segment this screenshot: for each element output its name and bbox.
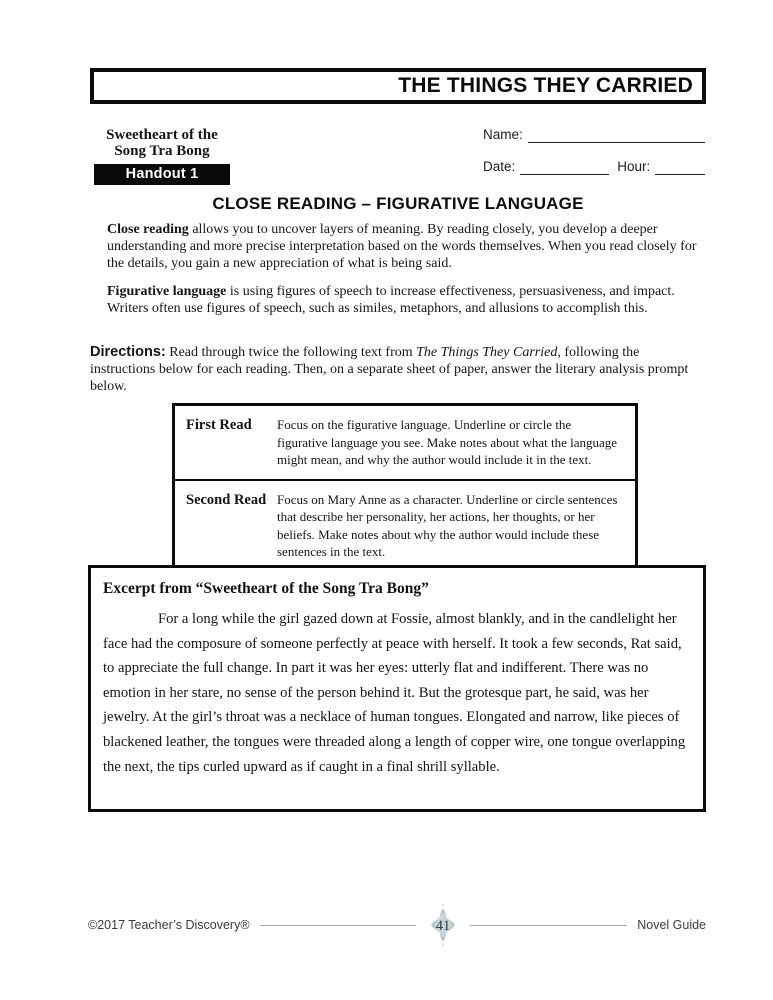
footer-divider-left — [260, 925, 417, 926]
unit-title-line2: Song Tra Bong — [114, 143, 210, 159]
directions-text-1: Read through twice the following text from — [165, 345, 417, 360]
page-number: 41 — [436, 918, 451, 934]
figurative-language-lead: Figurative language — [107, 284, 227, 299]
hour-label: Hour: — [617, 159, 651, 174]
first-read-label: First Read — [186, 417, 252, 433]
copyright-text: ©2017 Teacher’s Discovery® — [88, 918, 250, 932]
second-read-text: Focus on Mary Anne as a character. Underline or circle sentences that describe her personality, her actions, her thoughts, or her beliefs. Make notes about why the author would include these sentences in the text. — [277, 491, 618, 559]
page-number-ornament — [426, 902, 460, 948]
book-title: THE THINGS THEY CARRIED — [398, 74, 693, 97]
intro-section — [107, 221, 703, 317]
figurative-language-paragraph — [107, 283, 703, 317]
reading-instructions-table — [172, 403, 638, 574]
figurative-language-text: is using figures of speech to increase effectiveness, persuasiveness, and impact. Writers often use figures of speech, such as similes, metaphors, and allusions to accomplish this. — [107, 284, 675, 316]
unit-title-line1: Sweetheart of the — [106, 127, 218, 143]
second-read-label: Second Read — [186, 491, 267, 508]
excerpt-heading: Excerpt from “Sweetheart of the Song Tra Bong” — [103, 580, 429, 597]
handout-block — [88, 127, 236, 185]
directions-paragraph — [90, 344, 704, 395]
student-fields — [483, 127, 705, 175]
name-blank-line — [528, 128, 705, 143]
close-reading-lead: Close reading — [107, 222, 189, 237]
directions-book-title: The Things They Carried — [416, 345, 558, 360]
table-row — [175, 406, 635, 479]
date-label: Date: — [483, 159, 516, 174]
date-blank-line — [520, 160, 609, 175]
close-reading-paragraph — [107, 221, 703, 272]
directions-text-2: , following the instructions below for each reading. Then, on a separate sheet of paper, answer the literary analysis prompt below. — [90, 345, 689, 394]
excerpt-box — [88, 565, 706, 812]
date-hour-field-row — [483, 159, 705, 175]
footer-divider-right — [470, 925, 627, 926]
page-title: CLOSE READING – FIGURATIVE LANGUAGE — [212, 194, 584, 213]
close-reading-text: allows you to uncover layers of meaning. By reading closely, you develop a deeper understanding and more precise interpretation based on the words themselves. When you read closely for the details, you gain a new appreciation of what is being said. — [107, 222, 697, 271]
book-title-banner — [90, 68, 706, 104]
page-footer — [88, 901, 706, 949]
excerpt-body: For a long while the girl gazed down at Fossie, almost blankly, and in the candlelight her face had the composure of someone perfectly at peace with herself. It took a few seconds, Rat said, to appreciate the full change. In part it was her eyes: utterly flat and indifferent. There was no emotion in her stare, no sense of the person behind it. But the grotesque part, he said, was her jewelry. At the girl’s throat was a necklace of human tongues. Elongated and narrow, like pieces of blackened leather, the tongues were threaded along a length of copper wire, one tongue overlapping the next, the tips curled upward as if caught in a final shrill syllable. — [103, 611, 686, 775]
handout-badge: Handout 1 — [94, 164, 230, 185]
name-field-row — [483, 127, 705, 143]
footer-right-text: Novel Guide — [637, 918, 707, 932]
first-read-text: Focus on the figurative language. Underline or circle the figurative language you see. Make notes about what the language might mean, and why the author would include it in the text. — [277, 417, 618, 467]
directions-lead: Directions: — [90, 344, 166, 360]
table-row — [175, 479, 635, 571]
name-label: Name: — [483, 127, 523, 142]
hour-blank-line — [655, 160, 705, 175]
